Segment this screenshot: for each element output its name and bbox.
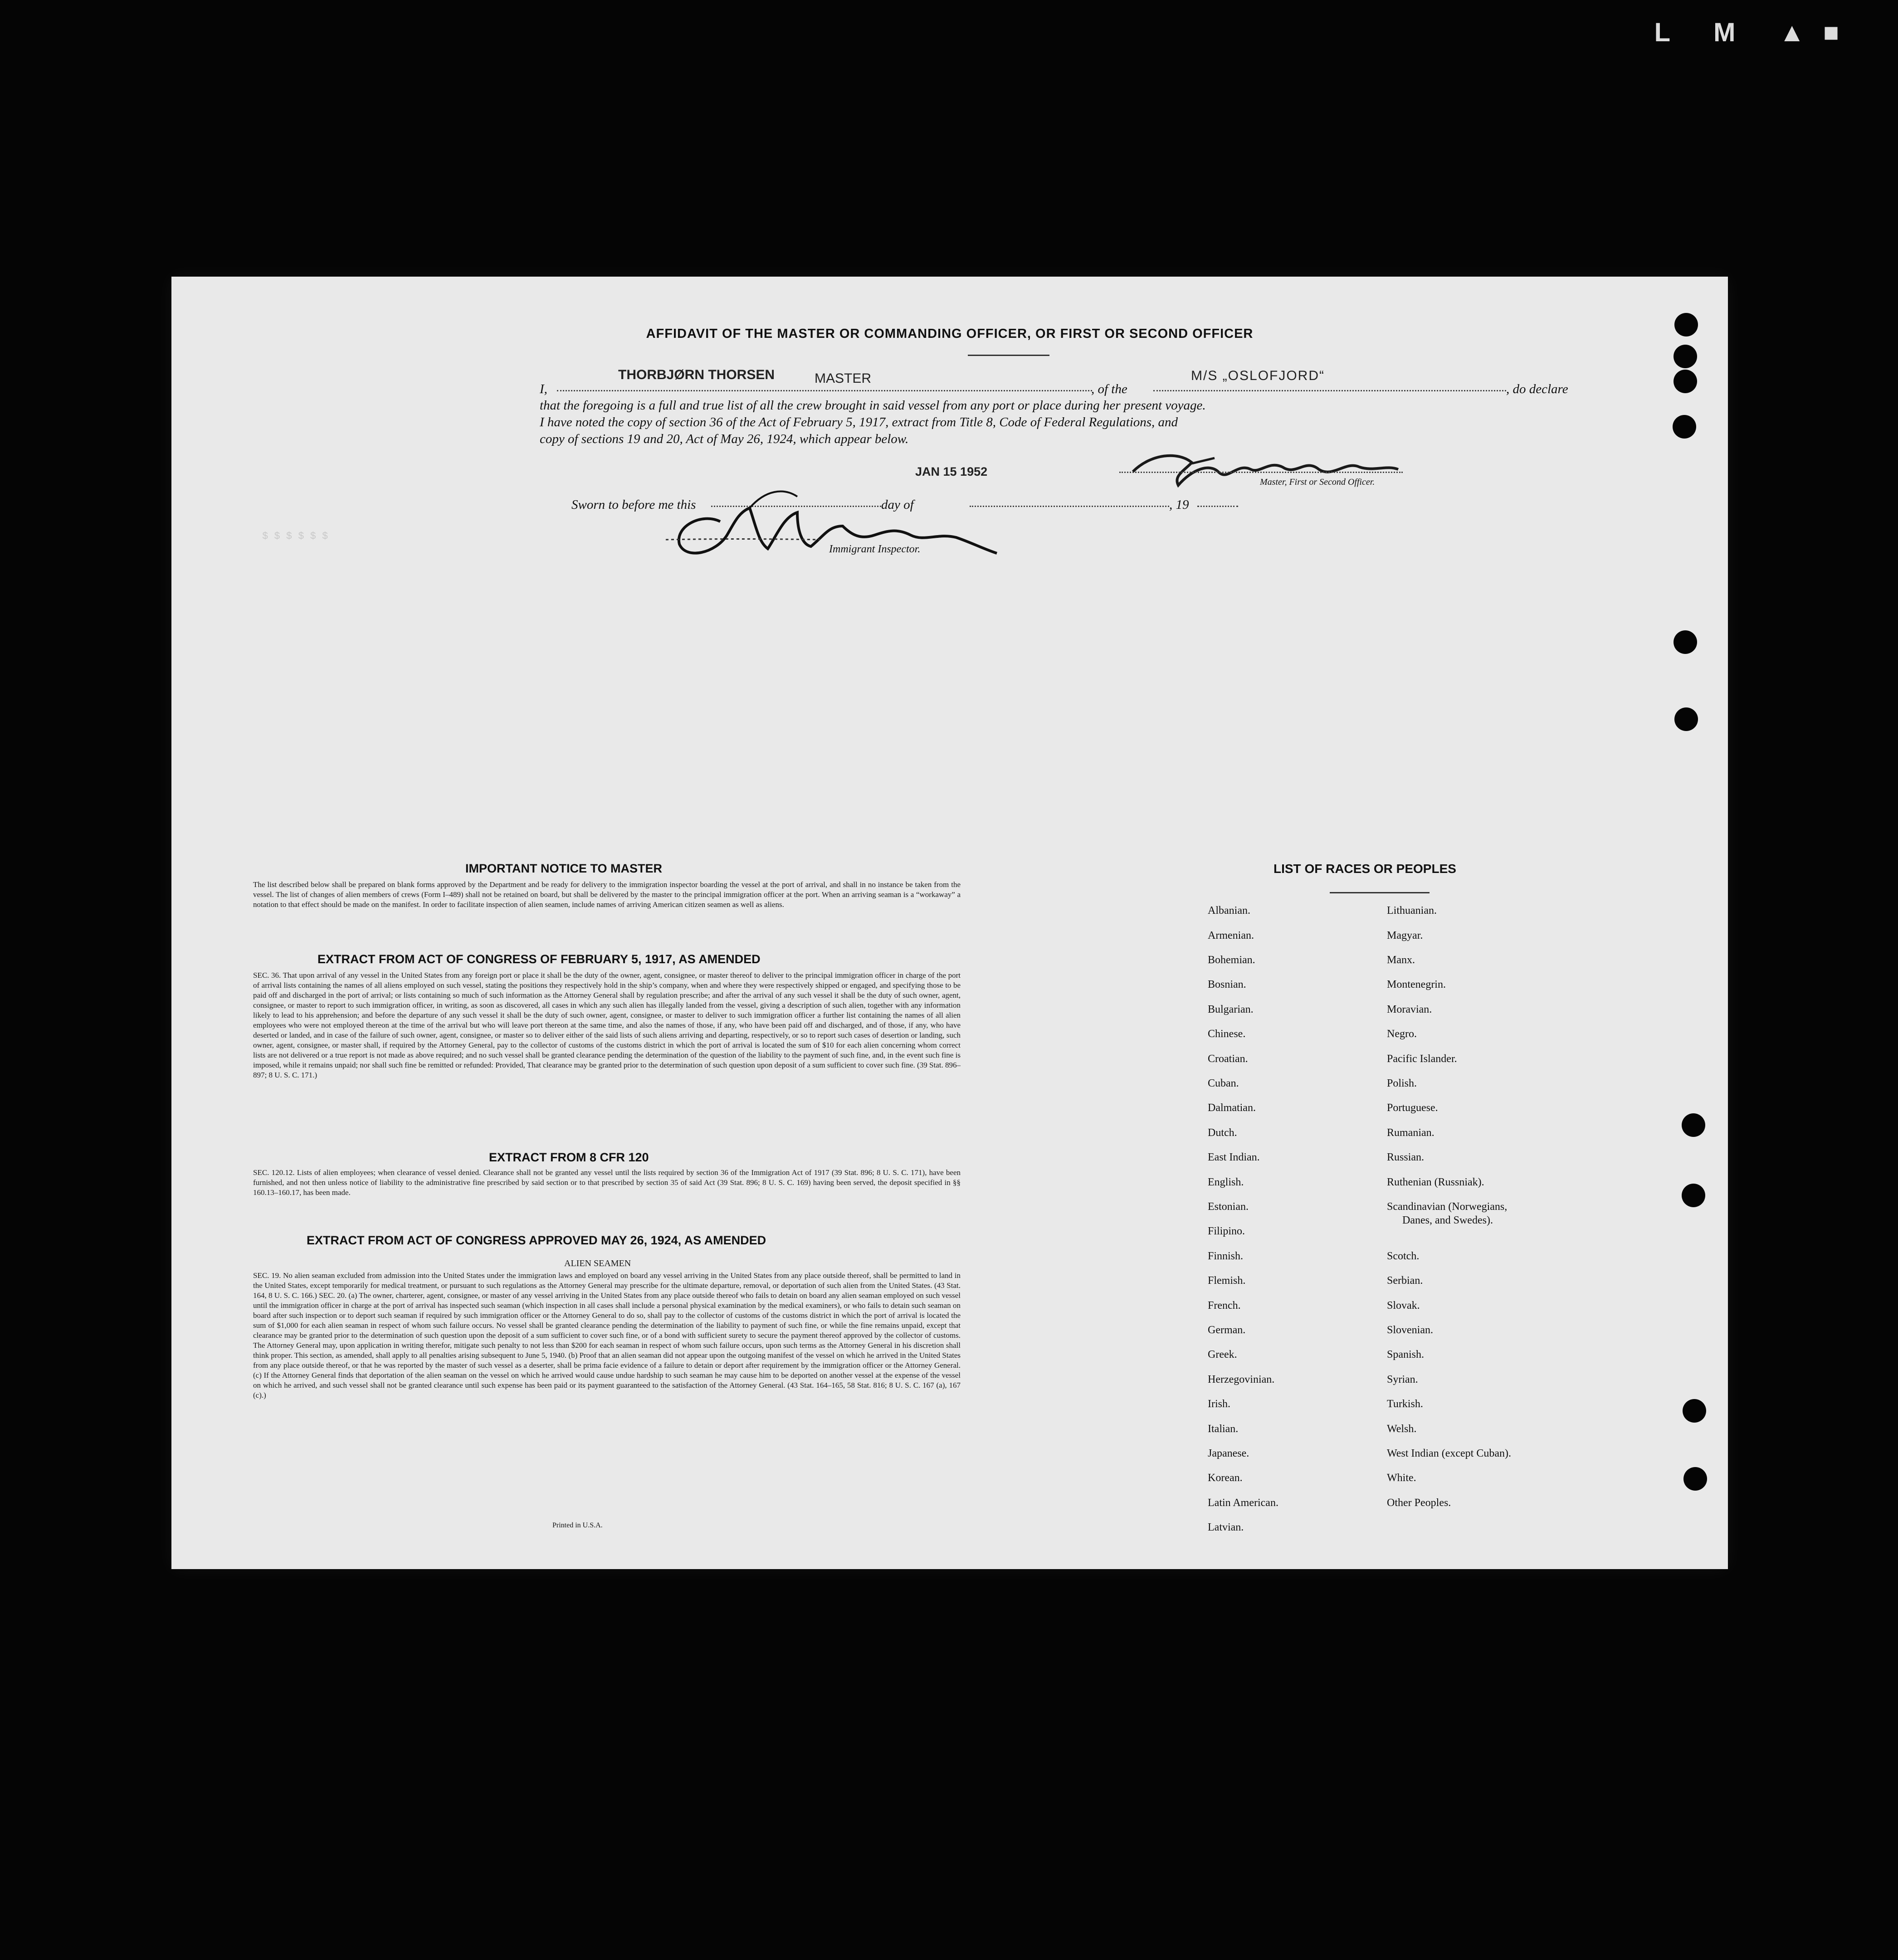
race-item: Korean. [1208,1472,1243,1484]
notice-text: The list described below shall be prepared on blank forms approved by the Department and be ready for delivery to the immigration inspector boarding the vessel at the port of arrival, and shall in no instance be taken from the vessel. The list of changes of alien members of crews (Form I–489) shall not be retained on board, but shall be delivered by the master to the principal immigration officer at the port. When an arriving seaman is a “workaway” a notation to that effect should be made on the manifest. In order to facilitate inspection of alien seamen, include names of arriving American citizen seamen as well as aliens. [253,880,961,909]
of-the-text: , of the [1091,382,1127,396]
master-rank: MASTER [815,371,872,386]
race-item: Dutch. [1208,1127,1237,1139]
races-title: LIST OF RACES OR PEOPLES [1273,862,1456,876]
race-item: Bulgarian. [1208,1004,1254,1015]
race-item: Herzegovinian. [1208,1374,1275,1385]
race-item: Finnish. [1208,1250,1244,1262]
race-item: Scandinavian (Norwegians, [1387,1201,1508,1213]
race-item: Dalmatian. [1208,1102,1256,1114]
race-item: Filipino. [1208,1225,1245,1237]
day-of-text: day of [881,497,914,512]
race-item: West Indian (except Cuban). [1387,1448,1511,1459]
race-item: English. [1208,1176,1244,1188]
race-item: Magyar. [1387,930,1423,941]
declaration-line-3: I have noted the copy of section 36 of the Act of February 5, 1917, extract from Title 8, Code of Federal Regulations, and [540,415,1178,429]
race-item: Bosnian. [1208,979,1246,990]
race-item: Albanian. [1208,905,1250,917]
intro-text: I, [540,382,547,396]
race-item: Serbian. [1387,1275,1423,1287]
vessel-name: M/S „OSLOFJORD“ [1191,368,1325,383]
extract-1924-subheading: ALIEN SEAMEN [564,1258,631,1268]
race-item: Pacific Islander. [1387,1053,1457,1065]
race-item: Russian. [1387,1151,1425,1163]
date-stamp: JAN 15 1952 [915,465,988,478]
race-item: Greek. [1208,1349,1237,1360]
race-item: Portuguese. [1387,1102,1438,1114]
extract-1924-heading: EXTRACT FROM ACT OF CONGRESS APPROVED MAY 26, 1924, AS AMENDED [307,1234,766,1247]
film-corner-mark: L M ▲■ [1654,18,1857,47]
race-item: Spanish. [1387,1349,1425,1360]
race-item: Other Peoples. [1387,1497,1451,1509]
race-item: Danes, and Swedes). [1402,1214,1493,1226]
declaration-line-2: that the foregoing is a full and true list of all the crew brought in said vessel from any port or place during her present voyage. [540,398,1206,413]
race-item: White. [1387,1472,1416,1484]
printed-in-label: Printed in U.S.A. [552,1521,603,1529]
declaration-line-4: copy of sections 19 and 20, Act of May 26, 1924, which appear below. [540,432,909,446]
race-item: Polish. [1387,1078,1417,1089]
race-item: Latin American. [1208,1497,1278,1509]
title-underline [968,355,1049,356]
race-item: Latvian. [1208,1521,1244,1533]
notice-heading: IMPORTANT NOTICE TO MASTER [465,862,662,875]
race-item: Lithuanian. [1387,905,1437,917]
race-item: Chinese. [1208,1028,1246,1040]
race-item: Estonian. [1208,1201,1249,1213]
race-item: Flemish. [1208,1275,1246,1287]
race-item: Manx. [1387,954,1415,966]
race-item: Rumanian. [1387,1127,1434,1139]
extract-1924-text: SEC. 19. No alien seaman excluded from admission into the United States under the immigration laws and employed on board any vessel arriving in the United States from any place outside thereof, shall be permitted to land in the United States, except temporarily for medical treatment, or pursuant to such regulations as the Attorney General may prescribe for the ultimate departure, removal, or deportation of such alien from the United States. (43 Stat. 164, 8 U. S. C. 166.) SEC. 20. (a) The owner, charterer, agent, consignee, or master of any vessel arriving in the United States from any place outside thereof who fails to detain on board any alien seaman employed on such vessel until the immigration officer in charge at the port of arrival has inspected such seaman (which inspection in all cases shall include a personal physical examination by the medical examiners), or who fails to detain such seaman on board after such inspection or to deport such seaman if required by such immigration officer or the Attorney General to do so, shall pay to the collector of customs of the customs district in which the port of arrival is located the sum of $1,000 for each alien seaman in respect of whom such failure occurs. No vessel shall be granted clearance pending the determination of the liability to payment of such fine, or while the fine remains unpaid, except that clearance may be granted prior to the determination of such question upon the deposit of a sum sufficient to cover such fine, or of a bond with sufficient surety to secure the payment thereof approved by the collector of customs. The Attorney General may, upon application in writing therefor, mitigate such penalty to not less than $200 for each seaman in respect of whom such failure occurs, upon such terms as the Attorney General in his discretion shall think proper. This section, as amended, shall apply to all penalties arising subsequent to June 5, 1940. (b) Proof that an alien seaman did not appear upon the outgoing manifest of the vessel on which he arrived in the United States from any place outside thereof, or that he was reported by the master of such vessel as a deserter, shall be prima facie evidence of a failure to detain or deport after requirement by the immigration officer or the Attorney General. (c) If the Attorney General finds that deportation of the alien seaman on the vessel on which he arrived would cause undue hardship to such seaman he may cause him to be deported on another vessel at the expense of the vessel on which he arrived, and such vessel shall not be granted clearance until such expense has been paid or its payment guaranteed to the satisfaction of the Attorney General. (43 Stat. 164–165, 58 Stat. 816; 8 U. S. C. 167 (a), 167 (c).) [253,1271,961,1399]
race-item: Italian. [1208,1423,1239,1435]
race-item: Syrian. [1387,1374,1418,1385]
race-item: Slovak. [1387,1300,1420,1312]
races-title-underline [1330,892,1430,893]
extract-cfr-heading: EXTRACT FROM 8 CFR 120 [489,1151,649,1164]
race-item: Negro. [1387,1028,1417,1040]
race-item: Bohemian. [1208,954,1255,966]
extract-cfr-text: SEC. 120.12. Lists of alien employees; when clearance of vessel denied. Clearance shall not be granted any vessel until the lists required by section 36 of the Immigration Act of 1917 (39 Stat. 896; 8 U. S. C. 171), have been furnished, and not then unless notice of liability to the administrative fine prescribed by said section or to that prescribed by section 35 of said Act (39 Stat. 896; 8 U. S. C. 169) having been served, the deposit specified in §§ 160.13–160.17, has been made. [253,1168,961,1197]
affidavit-page [171,277,1728,1569]
race-item: Ruthenian (Russniak). [1387,1176,1484,1188]
race-item: Welsh. [1387,1423,1417,1435]
race-item: Armenian. [1208,930,1254,941]
race-item: Irish. [1208,1398,1230,1410]
sworn-year-rule [1197,506,1238,507]
race-item: Montenegrin. [1387,979,1446,990]
extract-1917-heading: EXTRACT FROM ACT OF CONGRESS OF FEBRUARY 5, 1917, AS AMENDED [317,952,761,966]
master-caption: Master, First or Second Officer. [1260,477,1375,487]
race-item: Moravian. [1387,1004,1432,1015]
race-item: Croatian. [1208,1053,1248,1065]
race-item: Japanese. [1208,1448,1249,1459]
year-text: , 19 [1169,497,1189,512]
race-item: Cuban. [1208,1078,1239,1089]
master-signature-rule [1119,472,1403,473]
race-item: German. [1208,1324,1246,1336]
race-item: Turkish. [1387,1398,1423,1410]
affidavit-title: AFFIDAVIT OF THE MASTER OR COMMANDING OFFICER, OR FIRST OR SECOND OFFICER [646,327,1254,341]
extract-1917-text: SEC. 36. That upon arrival of any vessel in the United States from any foreign port or place it shall be the duty of the owner, agent, consignee, or master thereof to deliver to the principal immigration officer in charge of the port of arrival lists containing the names of all aliens employed on such vessel, stating the positions they respectively hold in the ship’s company, when and where they were respectively shipped or engaged, and specifying those to be paid off and discharged in the port of arrival; or lists containing so much of such information as the Attorney General shall by regulation prescribe; and after the arrival of any such vessel it shall be the duty of such owner, agent, consignee, or master to report to such immigration officer, in writing, as soon as discovered, all cases in which any such alien has illegally landed from the vessel, giving a description of such alien, together with any information likely to lead to his apprehension; and before the departure of any such vessel it shall be the duty of such owner, agent, consignee, or master to deliver to such immigration officer a further list containing the names of all alien employees who were not employed thereon at the time of the arrival but who will leave port thereon at the same time, and also the names of those, if any, who have been paid off and discharged, and of those, if any, who have deserted or landed, and in case of the failure of such owner, agent, consignee, or master so to deliver either of the said lists of such aliens arriving and departing, respectively, or so to report such cases of desertion or landing, such owner, agent, consignee, or master shall, if required by the Attorney General, pay to the collector of customs of the customs district in which the port of arrival is located the sum of $10 for each alien concerning whom correct lists are not delivered or a true report is not made as above required; and no such vessel shall be granted clearance pending the determination of the question of the liability to the payment of such fine, and, in the event such fine is imposed, while it remains unpaid; nor shall such fine be remitted or refunded: Provided, That clearance may be granted prior to the determination of such question upon deposit of a sum sufficient to cover such fine. (39 Stat. 896–897; 8 U. S. C. 171.) [253,971,961,1079]
inspector-caption: Immigrant Inspector. [829,543,921,555]
declare-text: , do declare [1506,382,1568,396]
race-item: French. [1208,1300,1241,1312]
name-rule [557,390,1092,391]
bleed-through-area: $ $ $ $ $ $ [262,531,328,542]
master-name: THORBJØRN THORSEN [618,367,775,382]
race-item: East Indian. [1208,1151,1260,1163]
race-item: Scotch. [1387,1250,1420,1262]
vessel-rule [1153,390,1506,391]
sworn-text: Sworn to before me this [571,497,696,512]
race-item: Slovenian. [1387,1324,1433,1336]
